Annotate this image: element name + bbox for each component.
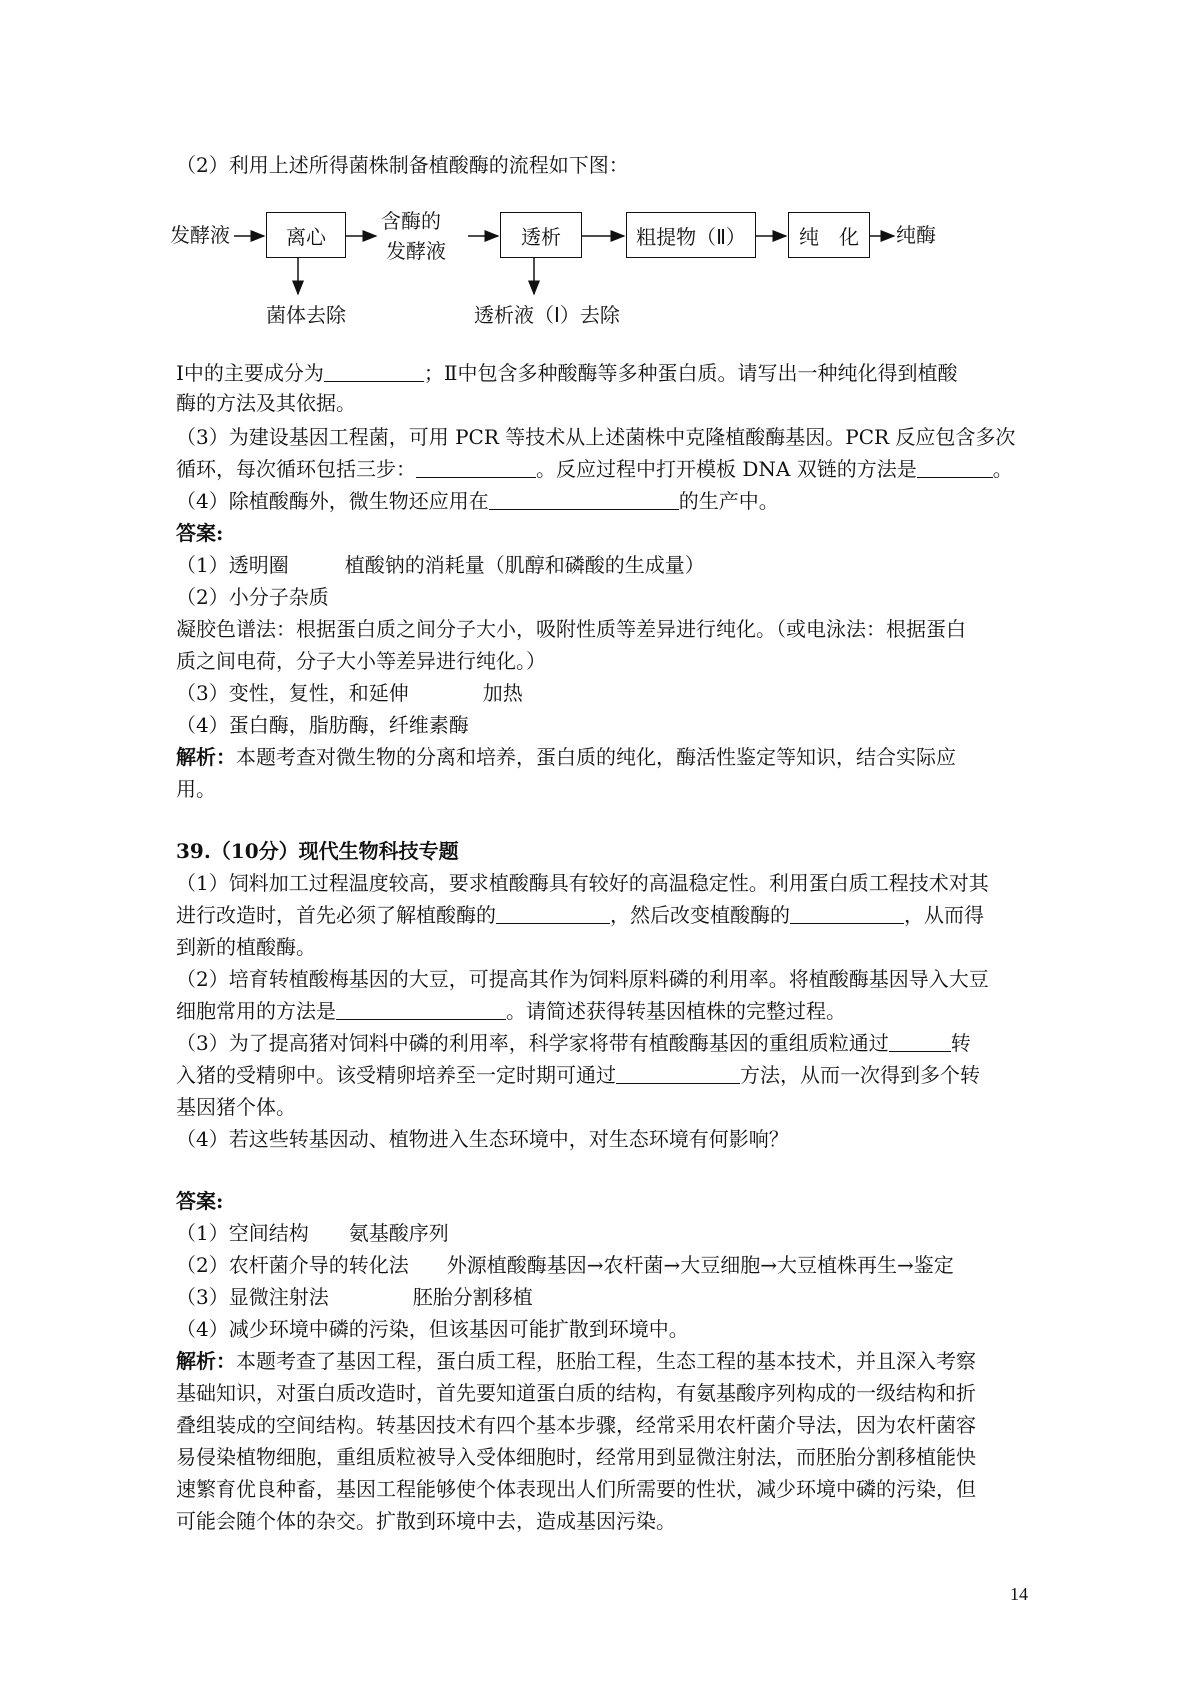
q39-p2-l2 [176, 996, 1036, 1026]
q39-analysis-text: 本题考查了基因工程，蛋白质工程，胚胎工程，生态工程的基本技术，并且深入考察 [236, 1349, 976, 1373]
q39-ans2 [176, 1250, 1036, 1280]
q38-p3-line2-a: 循环，每次循环包括三步： [176, 457, 416, 481]
q38-line1-b: ；Ⅱ中包含多种酸酶等多种蛋白质。请写出一种纯化得到植酸 [423, 361, 958, 385]
q38-p4-a: （4）除植酸酶外，微生物还应用在 [176, 489, 489, 513]
q39-p2-l2-a: 细胞常用的方法是 [176, 999, 336, 1023]
answer-blank [616, 1063, 740, 1084]
q39-p1-l2-c: ，从而得 [904, 903, 984, 927]
q38-p3-line2-c: 。 [992, 457, 1013, 481]
answer-blank [496, 903, 610, 924]
q38-line1-a: Ⅰ中的主要成分为 [176, 361, 324, 385]
q39-ans2-b: 外源植酸酶基因→农杆菌→大豆细胞→大豆植株再生→鉴定 [446, 1253, 954, 1277]
q38-analysis-text: 本题考查对微生物的分离和培养，蛋白质的纯化，酶活性鉴定等知识，结合实际应 [236, 745, 956, 769]
answer-blank [489, 489, 679, 510]
q38-ans2-l2: 质之间电荷，分子大小等差异进行纯化。） [176, 649, 546, 673]
q39-analysis-l2: 基础知识，对蛋白质改造时，首先要知道蛋白质的结构，有氨基酸序列构成的一级结构和折 [176, 1381, 976, 1405]
q39-ans2-a: （2）农杆菌介导的转化法 [176, 1253, 409, 1277]
q39-p1-l1: （1）饲料加工过程温度较高，要求植酸酶具有较好的高温稳定性。利用蛋白质工程技术对其 [176, 871, 989, 895]
q38-line2: 酶的方法及其依据。 [176, 391, 356, 415]
q39-ans3-a: （3）显微注射法 [176, 1285, 329, 1309]
flow-mid-line1: 含酶的 [381, 209, 441, 233]
q39-p2-l2-b: 。请简述获得转基因植株的完整过程。 [506, 999, 846, 1023]
answer-blank [889, 1031, 951, 1052]
q38-line1 [176, 358, 1036, 388]
q38-ans2-l1: 凝胶色谱法：根据蛋白质之间分子大小，吸附性质等差异进行纯化。（或电泳法：根据蛋白 [176, 617, 966, 641]
q39-analysis-label: 解析： [176, 1349, 236, 1373]
q39-p4: （4）若这些转基因动、植物进入生态环境中，对生态环境有何影响？ [176, 1127, 789, 1151]
q39-analysis-l3: 叠组装成的空间结构。转基因技术有四个基本步骤，经常采用农杆菌介导法，因为农杆菌容 [176, 1413, 976, 1437]
q38-ans1 [176, 550, 1036, 580]
flow-box-purify [788, 212, 870, 258]
flow-branch-1: 菌体去除 [266, 303, 346, 327]
flow-box-dialysis [500, 212, 582, 258]
flow-box-centrifuge [266, 212, 346, 258]
q39-p3-l2-b: 方法，从而一次得到多个转 [740, 1063, 980, 1087]
flow-branch-2: 透析液（Ⅰ）去除 [474, 303, 620, 327]
q39-p3-l1-b: 转 [950, 1031, 971, 1055]
q38-ans4: （4）蛋白酶，脂肪酶，纤维素酶 [176, 713, 469, 737]
q38-p4-b: 的生产中。 [678, 489, 779, 513]
q38-p4 [176, 486, 1036, 516]
q39-ans3-b: 胚胎分割移植 [412, 1285, 533, 1309]
q39-p1-l2 [176, 900, 1036, 930]
q39-p3-l3: 基因猪个体。 [176, 1095, 296, 1119]
flow-start: 发酵液 [170, 223, 230, 247]
q39-analysis-l1 [176, 1346, 1036, 1376]
q39-analysis-l4: 易侵染植物细胞，重组质粒被导入受体细胞时，经常用到显微注射法，而胚胎分割移植能快 [176, 1445, 976, 1469]
q38-ans2: （2）小分子杂质 [176, 585, 329, 609]
q38-p3-line2-b: 。反应过程中打开模板 DNA 双链的方法是 [536, 457, 917, 481]
flow-mid-line2: 发酵液 [386, 239, 446, 263]
q39-p3-l1-a: （3）为了提高猪对饲料中磷的利用率，科学家将带有植酸酶基因的重组质粒通过 [176, 1031, 889, 1055]
q38-ans3 [176, 678, 1036, 708]
flow-box-dialysis-label: 透析 [521, 224, 561, 249]
q38-analysis-label: 解析： [176, 745, 236, 769]
flow-box-crude [626, 212, 756, 258]
q39-p1-l3: 到新的植酸酶。 [176, 935, 316, 959]
q38-p2-intro: （2）利用上述所得菌株制备植酸酶的流程如下图： [176, 153, 629, 177]
q38-ans1-b: 植酸钠的消耗量（肌醇和磷酸的生成量） [344, 553, 705, 577]
q38-ans3-a: （3）变性，复性，和延伸 [176, 681, 409, 705]
q39-p1-l2-a: 进行改造时，首先必须了解植酸酶的 [176, 903, 496, 927]
q39-ans1 [176, 1218, 1036, 1248]
q39-p3-l2 [176, 1060, 1036, 1090]
q39-analysis-l5: 速繁育优良种畜，基因工程能够使个体表现出人们所需要的性状，减少环境中磷的污染，但 [176, 1477, 976, 1501]
flow-box-centrifuge-label: 离心 [286, 224, 326, 249]
q38-p3-line2 [176, 454, 1036, 484]
flow-end: 纯酶 [896, 223, 936, 247]
q39-p1-l2-b: ，然后改变植酸酶的 [610, 903, 790, 927]
q38-p3-line1: （3）为建设基因工程菌，可用 PCR 等技术从上述菌株中克隆植酸酶基因。PCR 反应包含多次 [176, 425, 1016, 449]
q39-ans3 [176, 1282, 1036, 1312]
q39-title: 39.（10分）现代生物科技专题 [176, 839, 459, 863]
q38-analysis-l1 [176, 742, 1036, 772]
page-number: 14 [1010, 1584, 1028, 1604]
answer-blank [917, 457, 993, 478]
q38-analysis-l2: 用。 [176, 777, 216, 801]
answer-blank [336, 999, 506, 1020]
q38-ans1-a: （1）透明圈 [176, 553, 289, 577]
flow-box-purify-label: 纯 化 [799, 224, 859, 249]
q39-ans1-a: （1）空间结构 [176, 1221, 309, 1245]
answer-blank [324, 361, 424, 382]
q39-p3-l2-a: 入猪的受精卵中。该受精卵培养至一定时期可通过 [176, 1063, 616, 1087]
flow-diagram [170, 198, 1056, 348]
q38-ans3-b: 加热 [482, 681, 523, 705]
q39-p3-l1 [176, 1028, 1036, 1058]
q38-answer-label: 答案: [176, 521, 224, 545]
q39-analysis-l6: 可能会随个体的杂交。扩散到环境中去，造成基因污染。 [176, 1509, 676, 1533]
answer-blank [790, 903, 904, 924]
q39-answer-label: 答案: [176, 1189, 224, 1213]
q39-ans1-b: 氨基酸序列 [348, 1221, 449, 1245]
flow-box-crude-label: 粗提物（Ⅱ） [636, 224, 746, 249]
q39-p2-l1: （2）培育转植酸梅基因的大豆，可提高其作为饲料原料磷的利用率。将植酸酶基因导入大豆 [176, 967, 989, 991]
q39-ans4: （4）减少环境中磷的污染，但该基因可能扩散到环境中。 [176, 1317, 689, 1341]
answer-blank [416, 457, 536, 478]
